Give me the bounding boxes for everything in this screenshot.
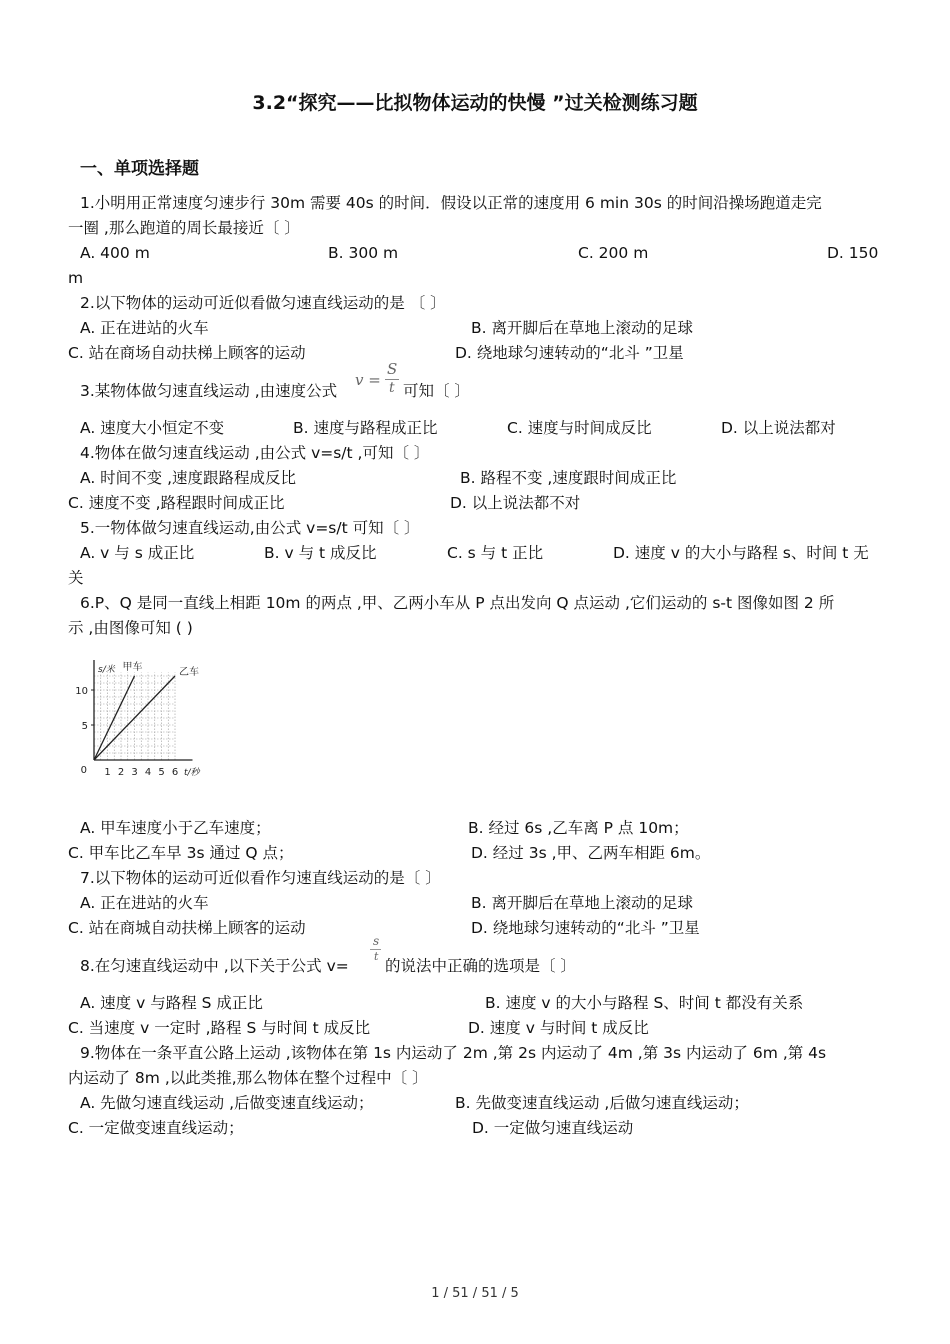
q1-option-a[interactable]: A. 400 m <box>80 244 150 262</box>
q3-formula-num: S <box>387 360 398 378</box>
q9-option-c[interactable]: C. 一定做变速直线运动； <box>68 1119 244 1137</box>
x-tick-label: 1 <box>104 767 111 778</box>
q3-formula-v: v = <box>355 371 381 389</box>
st-graph <box>74 648 214 782</box>
q4-option-b[interactable]: B. 路程不变 ,速度跟时间成正比 <box>460 469 677 487</box>
q1-stem-line1: 1.小明用正常速度匀速步行 30m 需要 40s 的时间．假设以正常的速度用 6 min 30s 的时间沿操场跑道走完 <box>80 194 822 212</box>
q7-option-d[interactable]: D. 绕地球匀速转动的“北斗 ”卫星 <box>471 919 700 937</box>
q5-stem: 5.一物体做匀速直线运动,由公式 v=s/t 可知〔 〕 <box>80 519 420 537</box>
q7-stem: 7.以下物体的运动可近似看作匀速直线运动的是〔 〕 <box>80 869 441 887</box>
q2-option-d[interactable]: D. 绕地球匀速转动的“北斗 ”卫星 <box>455 344 684 362</box>
series-label-1: 甲车 <box>122 662 143 673</box>
q9-stem-line1: 9.物体在一条平直公路上运动 ,该物体在第 1s 内运动了 2m ,第 2s 内运动了 4m ,第 3s 内运动了 6m ,第 4s <box>80 1044 827 1062</box>
section-heading: 一、单项选择题 <box>80 159 199 179</box>
q8-stem-post: 的说法中正确的选项是〔 〕 <box>385 957 576 975</box>
x-tick-label: 2 <box>117 767 125 778</box>
q2-stem: 2.以下物体的运动可近似看做匀速直线运动的是 〔 〕 <box>80 294 446 312</box>
q1-option-c[interactable]: C. 200 m <box>578 244 649 262</box>
page-footer: 1 / 51 / 51 / 5 <box>431 1286 519 1301</box>
q7-option-b[interactable]: B. 离开脚后在草地上滚动的足球 <box>471 894 693 912</box>
q3-option-a[interactable]: A. 速度大小恒定不变 <box>80 419 225 437</box>
x-tick-label: 3 <box>131 767 138 778</box>
series-label-2: 乙车 <box>179 667 199 678</box>
y-tick-label: 5 <box>81 721 88 732</box>
q2-option-c[interactable]: C. 站在商场自动扶梯上顾客的运动 <box>68 344 306 362</box>
q1-option-d-cont: m <box>68 269 84 287</box>
q4-option-d[interactable]: D. 以上说法都不对 <box>450 494 581 512</box>
q6-option-b[interactable]: B. 经过 6s ,乙车离 P 点 10m； <box>468 819 689 837</box>
q2-option-a[interactable]: A. 正在进站的火车 <box>80 319 209 337</box>
q5-option-d-cont: 关 <box>68 569 84 587</box>
q8-stem-pre: 8.在匀速直线运动中 ,以下关于公式 v= <box>80 957 349 975</box>
q4-option-c[interactable]: C. 速度不变 ,路程跟时间成正比 <box>68 494 285 512</box>
q4-stem: 4.物体在做匀速直线运动 ,由公式 v=s/t ,可知〔 〕 <box>80 444 430 462</box>
q1-option-d[interactable]: D. 150 <box>827 244 879 262</box>
q6-option-c[interactable]: C. 甲车比乙车早 3s 通过 Q 点； <box>68 844 294 862</box>
q5-option-d[interactable]: D. 速度 v 的大小与路程 s、时间 t 无 <box>613 544 869 562</box>
q4-option-a[interactable]: A. 时间不变 ,速度跟路程成反比 <box>80 469 297 487</box>
q5-option-a[interactable]: A. v 与 s 成正比 <box>80 544 195 562</box>
q7-option-a[interactable]: A. 正在进站的火车 <box>80 894 209 912</box>
q6-option-d[interactable]: D. 经过 3s ,甲、乙两车相距 6m。 <box>471 844 711 862</box>
q9-option-a[interactable]: A. 先做匀速直线运动 ,后做变速直线运动； <box>80 1094 374 1112</box>
q8-option-d[interactable]: D. 速度 v 与时间 t 成反比 <box>468 1019 649 1037</box>
q9-option-d[interactable]: D. 一定做匀速直线运动 <box>472 1119 634 1137</box>
q1-option-b[interactable]: B. 300 m <box>328 244 399 262</box>
q3-option-d[interactable]: D. 以上说法都对 <box>721 419 836 437</box>
x-axis-label: t/秒 <box>184 768 200 778</box>
q3-formula-den: t <box>389 380 395 396</box>
q8-option-c[interactable]: C. 当速度 v 一定时 ,路程 S 与时间 t 成反比 <box>68 1019 371 1037</box>
origin-label: 0 <box>80 765 87 776</box>
q6-stem-line1: 6.P、Q 是同一直线上相距 10m 的两点 ,甲、乙两小车从 P 点出发向 Q 点运动 ,它们运动的 s-t 图像如图 2 所 <box>80 594 835 612</box>
q2-option-b[interactable]: B. 离开脚后在草地上滚动的足球 <box>471 319 693 337</box>
q3-stem-pre: 3.某物体做匀速直线运动 ,由速度公式 <box>80 382 338 400</box>
x-tick-label: 4 <box>144 767 152 778</box>
q9-option-b[interactable]: B. 先做变速直线运动 ,后做匀速直线运动； <box>455 1094 749 1112</box>
q8-option-a[interactable]: A. 速度 v 与路程 S 成正比 <box>80 994 263 1012</box>
q6-option-a[interactable]: A. 甲车速度小于乙车速度； <box>80 819 271 837</box>
q5-option-b[interactable]: B. v 与 t 成反比 <box>264 544 377 562</box>
q8-option-b[interactable]: B. 速度 v 的大小与路程 S、时间 t 都没有关系 <box>485 994 804 1012</box>
q1-stem-line2: 一圈 ,那么跑道的周长最接近〔 〕 <box>68 219 300 237</box>
q3-stem-post: 可知〔 〕 <box>403 382 470 400</box>
page-title: 3.2“探究——比拟物体运动的快慢 ”过关检测练习题 <box>252 92 698 114</box>
y-tick-label: 10 <box>75 686 88 697</box>
x-tick-label: 6 <box>171 767 179 778</box>
q6-stem-line2: 示 ,由图像可知 ( ) <box>68 619 193 637</box>
q8-formula-num: s <box>373 934 380 948</box>
q3-option-c[interactable]: C. 速度与时间成反比 <box>507 419 652 437</box>
q8-formula-den: t <box>374 950 379 963</box>
y-axis-label: s/米 <box>98 665 115 675</box>
x-tick-label: 5 <box>158 767 165 778</box>
q7-option-c[interactable]: C. 站在商城自动扶梯上顾客的运动 <box>68 919 306 937</box>
q9-stem-line2: 内运动了 8m ,以此类推,那么物体在整个过程中〔 〕 <box>68 1069 428 1087</box>
q5-option-c[interactable]: C. s 与 t 正比 <box>447 544 544 562</box>
q3-option-b[interactable]: B. 速度与路程成正比 <box>293 419 438 437</box>
